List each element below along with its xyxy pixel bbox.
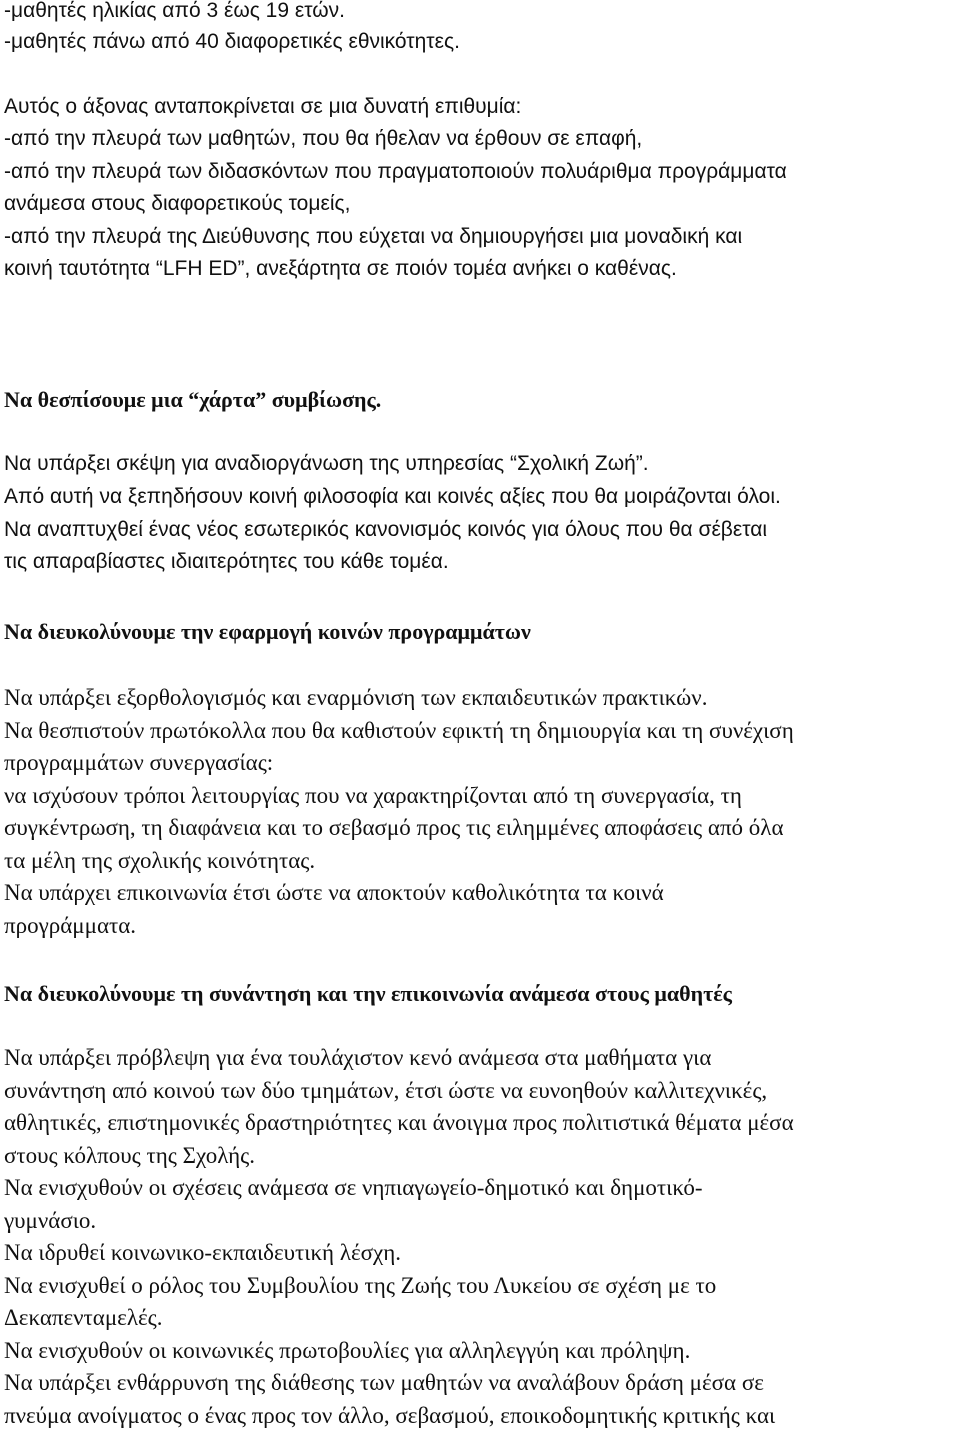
text-line: Να υπάρξει πρόβλεψη για ένα τουλάχιστον κενό ανάμεσα στα μαθήματα για (4, 1045, 712, 1070)
text-line: προγραμμάτων συνεργασίας: (4, 750, 274, 775)
text-line: Από αυτή να ξεπηδήσουν κοινή φιλοσοφία και κοινές αξίες που θα μοιράζονται όλοι. (4, 485, 781, 508)
text-line: -μαθητές ηλικίας από 3 έως 19 ετών. (4, 0, 345, 22)
text-line: Να υπάρχει επικοινωνία έτσι ώστε να αποκτούν καθολικότητα τα κοινά (4, 880, 664, 905)
text-line: Να υπάρξει σκέψη για αναδιοργάνωση της υπηρεσίας “Σχολική Ζωή”. (4, 452, 649, 475)
text-line: -από την πλευρά της Διεύθυνσης που εύχεται να δημιουργήσει μια μοναδική και (4, 225, 743, 248)
text-line: Να αναπτυχθεί ένας νέος εσωτερικός κανονισμός κοινός για όλους που θα σέβεται (4, 518, 768, 541)
text-line: -μαθητές πάνω από 40 διαφορετικές εθνικότητες. (4, 30, 460, 53)
text-line: κοινή ταυτότητα “LFH ED”, ανεξάρτητα σε ποιόν τομέα ανήκει ο καθένας. (4, 257, 677, 280)
text-line: πνεύμα ανοίγματος ο ένας προς τον άλλο, σεβασμού, εποικοδομητικής κριτικής και (4, 1403, 776, 1428)
text-line: Να υπάρξει εξορθολογισμός και εναρμόνιση των εκπαιδευτικών πρακτικών. (4, 685, 708, 710)
section-heading: Να διευκολύνουμε τη συνάντηση και την επικοινωνία ανάμεσα στους μαθητές (4, 981, 732, 1006)
text-line: Να ιδρυθεί κοινωνικο-εκπαιδευτική λέσχη. (4, 1240, 402, 1265)
text-line: Να θεσπιστούν πρωτόκολλα που θα καθιστούν εφικτή τη δημιουργία και τη συνέχιση (4, 718, 794, 743)
section-heading: Να διευκολύνουμε την εφαρμογή κοινών προγραμμάτων (4, 619, 531, 644)
text-line: γυμνάσιο. (4, 1208, 97, 1233)
text-line: να ισχύσουν τρόποι λειτουργίας που να χαρακτηρίζονται από τη συνεργασία, τη (4, 783, 742, 808)
text-line: στους κόλπους της Σχολής. (4, 1143, 256, 1168)
text-line: Να ενισχυθεί ο ρόλος του Συμβουλίου της Ζωής του Λυκείου σε σχέση με το (4, 1273, 717, 1298)
text-line: ανάμεσα στους διαφορετικούς τομείς, (4, 192, 351, 215)
text-line: Δεκαπενταμελές. (4, 1305, 163, 1330)
text-line: Να ενισχυθούν οι σχέσεις ανάμεσα σε νηπιαγωγείο-δημοτικό και δημοτικό- (4, 1175, 703, 1200)
text-line: -από την πλευρά των διδασκόντων που πραγματοποιούν πολυάριθμα προγράμματα (4, 160, 787, 183)
section-heading: Να θεσπίσουμε μια “χάρτα” συμβίωσης. (4, 387, 382, 412)
text-line: προγράμματα. (4, 913, 137, 938)
text-line: Να υπάρξει ενθάρρυνση της διάθεσης των μαθητών να αναλάβουν δράση μέσα σε (4, 1370, 764, 1395)
text-line: Να ενισχυθούν οι κοινωνικές πρωτοβουλίες για αλληλεγγύη και πρόληψη. (4, 1338, 691, 1363)
text-line: συνάντηση από κοινού των δύο τμημάτων, έτσι ώστε να ευνοηθούν καλλιτεχνικές, (4, 1078, 768, 1103)
text-line: αθλητικές, επιστημονικές δραστηριότητες και άνοιγμα προς πολιτιστικά θέματα μέσα (4, 1110, 794, 1135)
text-line: -από την πλευρά των μαθητών, που θα ήθελαν να έρθουν σε επαφή, (4, 127, 643, 150)
text-line: τις απαραβίαστες ιδιαιτερότητες του κάθε τομέα. (4, 550, 449, 573)
text-line: Αυτός ο άξονας ανταποκρίνεται σε μια δυνατή επιθυμία: (4, 95, 522, 118)
text-line: τα μέλη της σχολικής κοινότητας. (4, 848, 316, 873)
text-line: συγκέντρωση, τη διαφάνεια και το σεβασμό προς τις ειλημμένες αποφάσεις από όλα (4, 815, 784, 840)
